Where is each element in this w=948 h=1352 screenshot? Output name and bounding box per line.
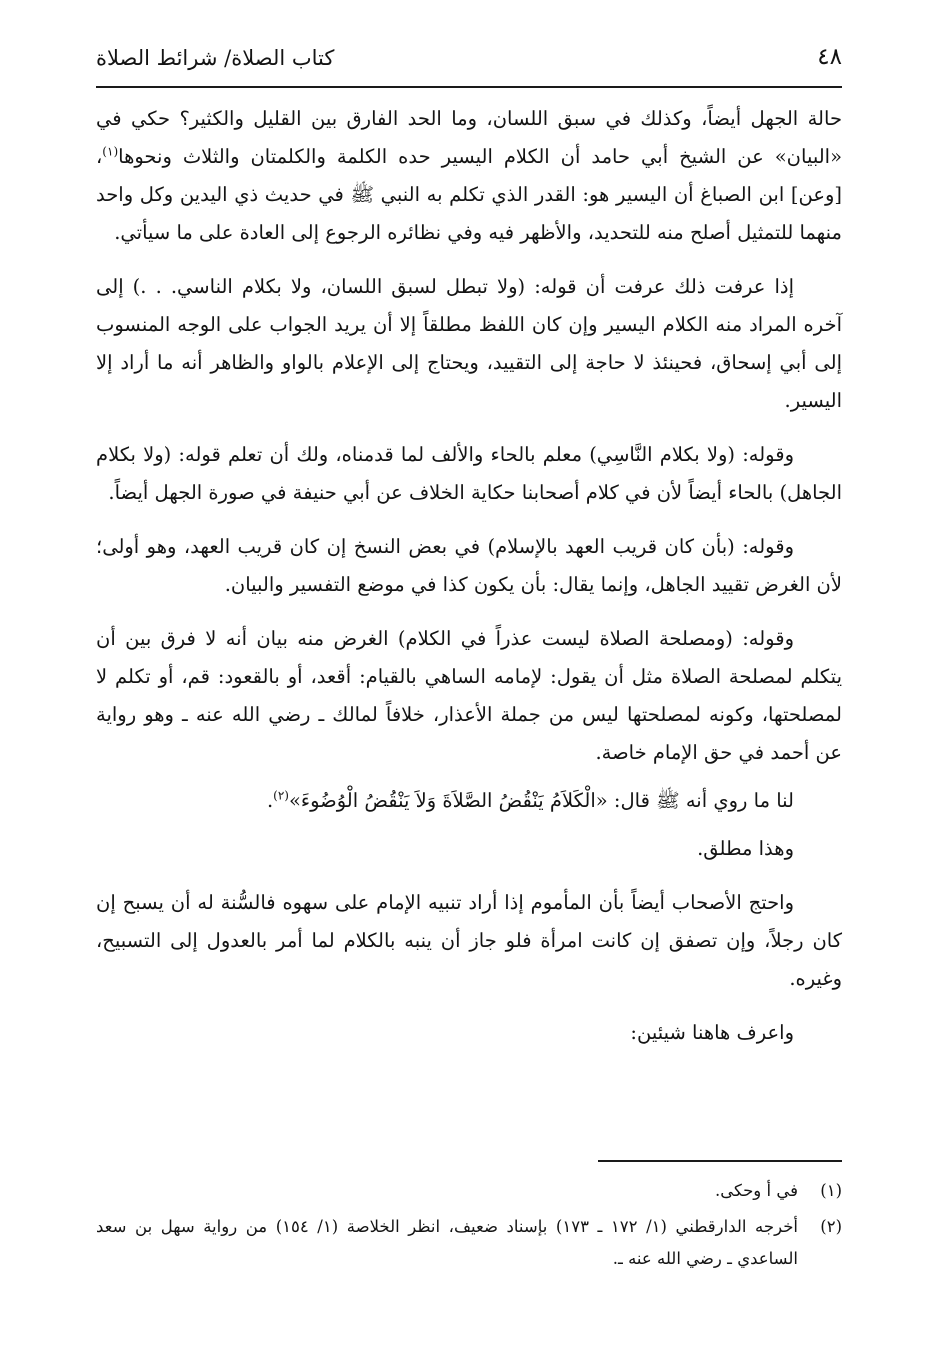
paragraph bbox=[96, 268, 842, 420]
page-number: ٤٨ bbox=[817, 44, 842, 70]
paragraph-text: وقوله: (ومصلحة الصلاة ليست عذراً في الكلام) الغرض منه بيان أنه لا فرق بين أن يتكلم لمصلحة الصلاة مثل أن يقول: لإمامه الساهي بالقيام: أقعد، أو بالقعود: قم، أو تكلم لا لمصلحتها، وكونه لمصلحتها ليس من جملة الأعذار، خلافاً لمالك ـ رضي الله عنه ـ وهو رواية عن أحمد في حق الإمام خاصة. bbox=[96, 627, 842, 764]
paragraph bbox=[96, 830, 842, 868]
footnotes bbox=[96, 1175, 842, 1279]
paragraph bbox=[96, 100, 842, 252]
footnote-text: في أ وحكى. bbox=[715, 1181, 798, 1200]
footnote-reference: (١) bbox=[102, 144, 119, 159]
paragraph-text: واعرف هاهنا شيئين: bbox=[630, 1021, 794, 1044]
paragraph-text: لنا ما روي أنه ﷺ قال: «الْكَلاَمُ يَنْقُضُ الصَّلاَةَ وَلاَ يَنْقُضُ الْوُضُوءَ» bbox=[288, 789, 794, 812]
paragraph-text: وقوله: (بأن كان قريب العهد بالإسلام) في بعض النسخ إن كان قريب العهد، وهو أولى؛ لأن الغرض تقييد الجاهل، وإنما يقال: بأن يكون كذا في موضع التفسير والبيان. bbox=[96, 535, 842, 596]
paragraph-text-continued: . bbox=[266, 789, 274, 812]
footnote-text: أخرجه الدارقطني (١/ ١٧٢ ـ ١٧٣) بإسناد ضعيف، انظر الخلاصة (١/ ١٥٤) من رواية سهل بن سعد الساعدي ـ رضي الله عنه ـ. bbox=[96, 1217, 798, 1268]
footnote-divider bbox=[598, 1160, 842, 1162]
paragraph bbox=[96, 436, 842, 512]
paragraph-text: وقوله: (ولا بكلام النَّاسِي) معلم بالحاء والألف لما قدمناه، ولك أن تعلم قوله: (ولا بكلام الجاهل) بالحاء أيضاً لأن في كلام أصحابنا حكاية الخلاف عن أبي حنيفة في صورة الجهل أيضاً. bbox=[96, 443, 842, 504]
paragraph bbox=[96, 884, 842, 998]
paragraph-text: حالة الجهل أيضاً، وكذلك في سبق اللسان، وما الحد الفارق بين القليل والكثير؟ حكي في «البيان» عن الشيخ أبي حامد أن الكلام اليسير حده الكلمة والكلمتان والثلاث ونحوها bbox=[96, 107, 842, 168]
footnote bbox=[96, 1175, 842, 1207]
paragraph bbox=[96, 1014, 842, 1052]
main-text bbox=[96, 100, 842, 1068]
running-header bbox=[96, 40, 842, 88]
paragraph bbox=[96, 782, 842, 820]
paragraph bbox=[96, 528, 842, 604]
footnote-reference: (٢) bbox=[273, 788, 289, 803]
footnote-marker: (٢) bbox=[820, 1217, 842, 1236]
paragraph-text: إذا عرفت ذلك عرفت أن قوله: (ولا تبطل لسبق اللسان، ولا بكلام الناسي. . .) إلى آخره المراد منه الكلام اليسير وإن كان اللفظ مطلقاً إلا أن يريد الجواب على الوجه المنسوب إلى أبي إسحاق، فحينئذ لا حاجة إلى التقييد، ويحتاج إلى الإعلام بالواو والظاهر أنه ما أراد إلا اليسير. bbox=[96, 275, 842, 412]
paragraph-text: واحتج الأصحاب أيضاً بأن المأموم إذا أراد تنبيه الإمام على سهوه فالسُّنة له أن يسبح إن كان رجلاً، وإن تصفق إن كانت امرأة فلو جاز أن ينبه بالكلام لما أمر بالعدول إلى التسبيح، وغيره. bbox=[96, 891, 842, 990]
paragraph bbox=[96, 620, 842, 772]
paragraph-text-continued: ، [وعن] ابن الصباغ أن اليسير هو: القدر الذي تكلم به النبي ﷺ في حديث ذي اليدين وكل واحد منهما للتمثيل أصلح منه للتحديد، والأظهر فيه وفي نظائره الرجوع إلى العادة على ما سيأتي. bbox=[96, 145, 842, 244]
paragraph-text: وهذا مطلق. bbox=[697, 837, 794, 860]
footnote bbox=[96, 1211, 842, 1275]
header-title: كتاب الصلاة/ شرائط الصلاة bbox=[96, 46, 335, 70]
footnote-marker: (١) bbox=[820, 1181, 842, 1200]
